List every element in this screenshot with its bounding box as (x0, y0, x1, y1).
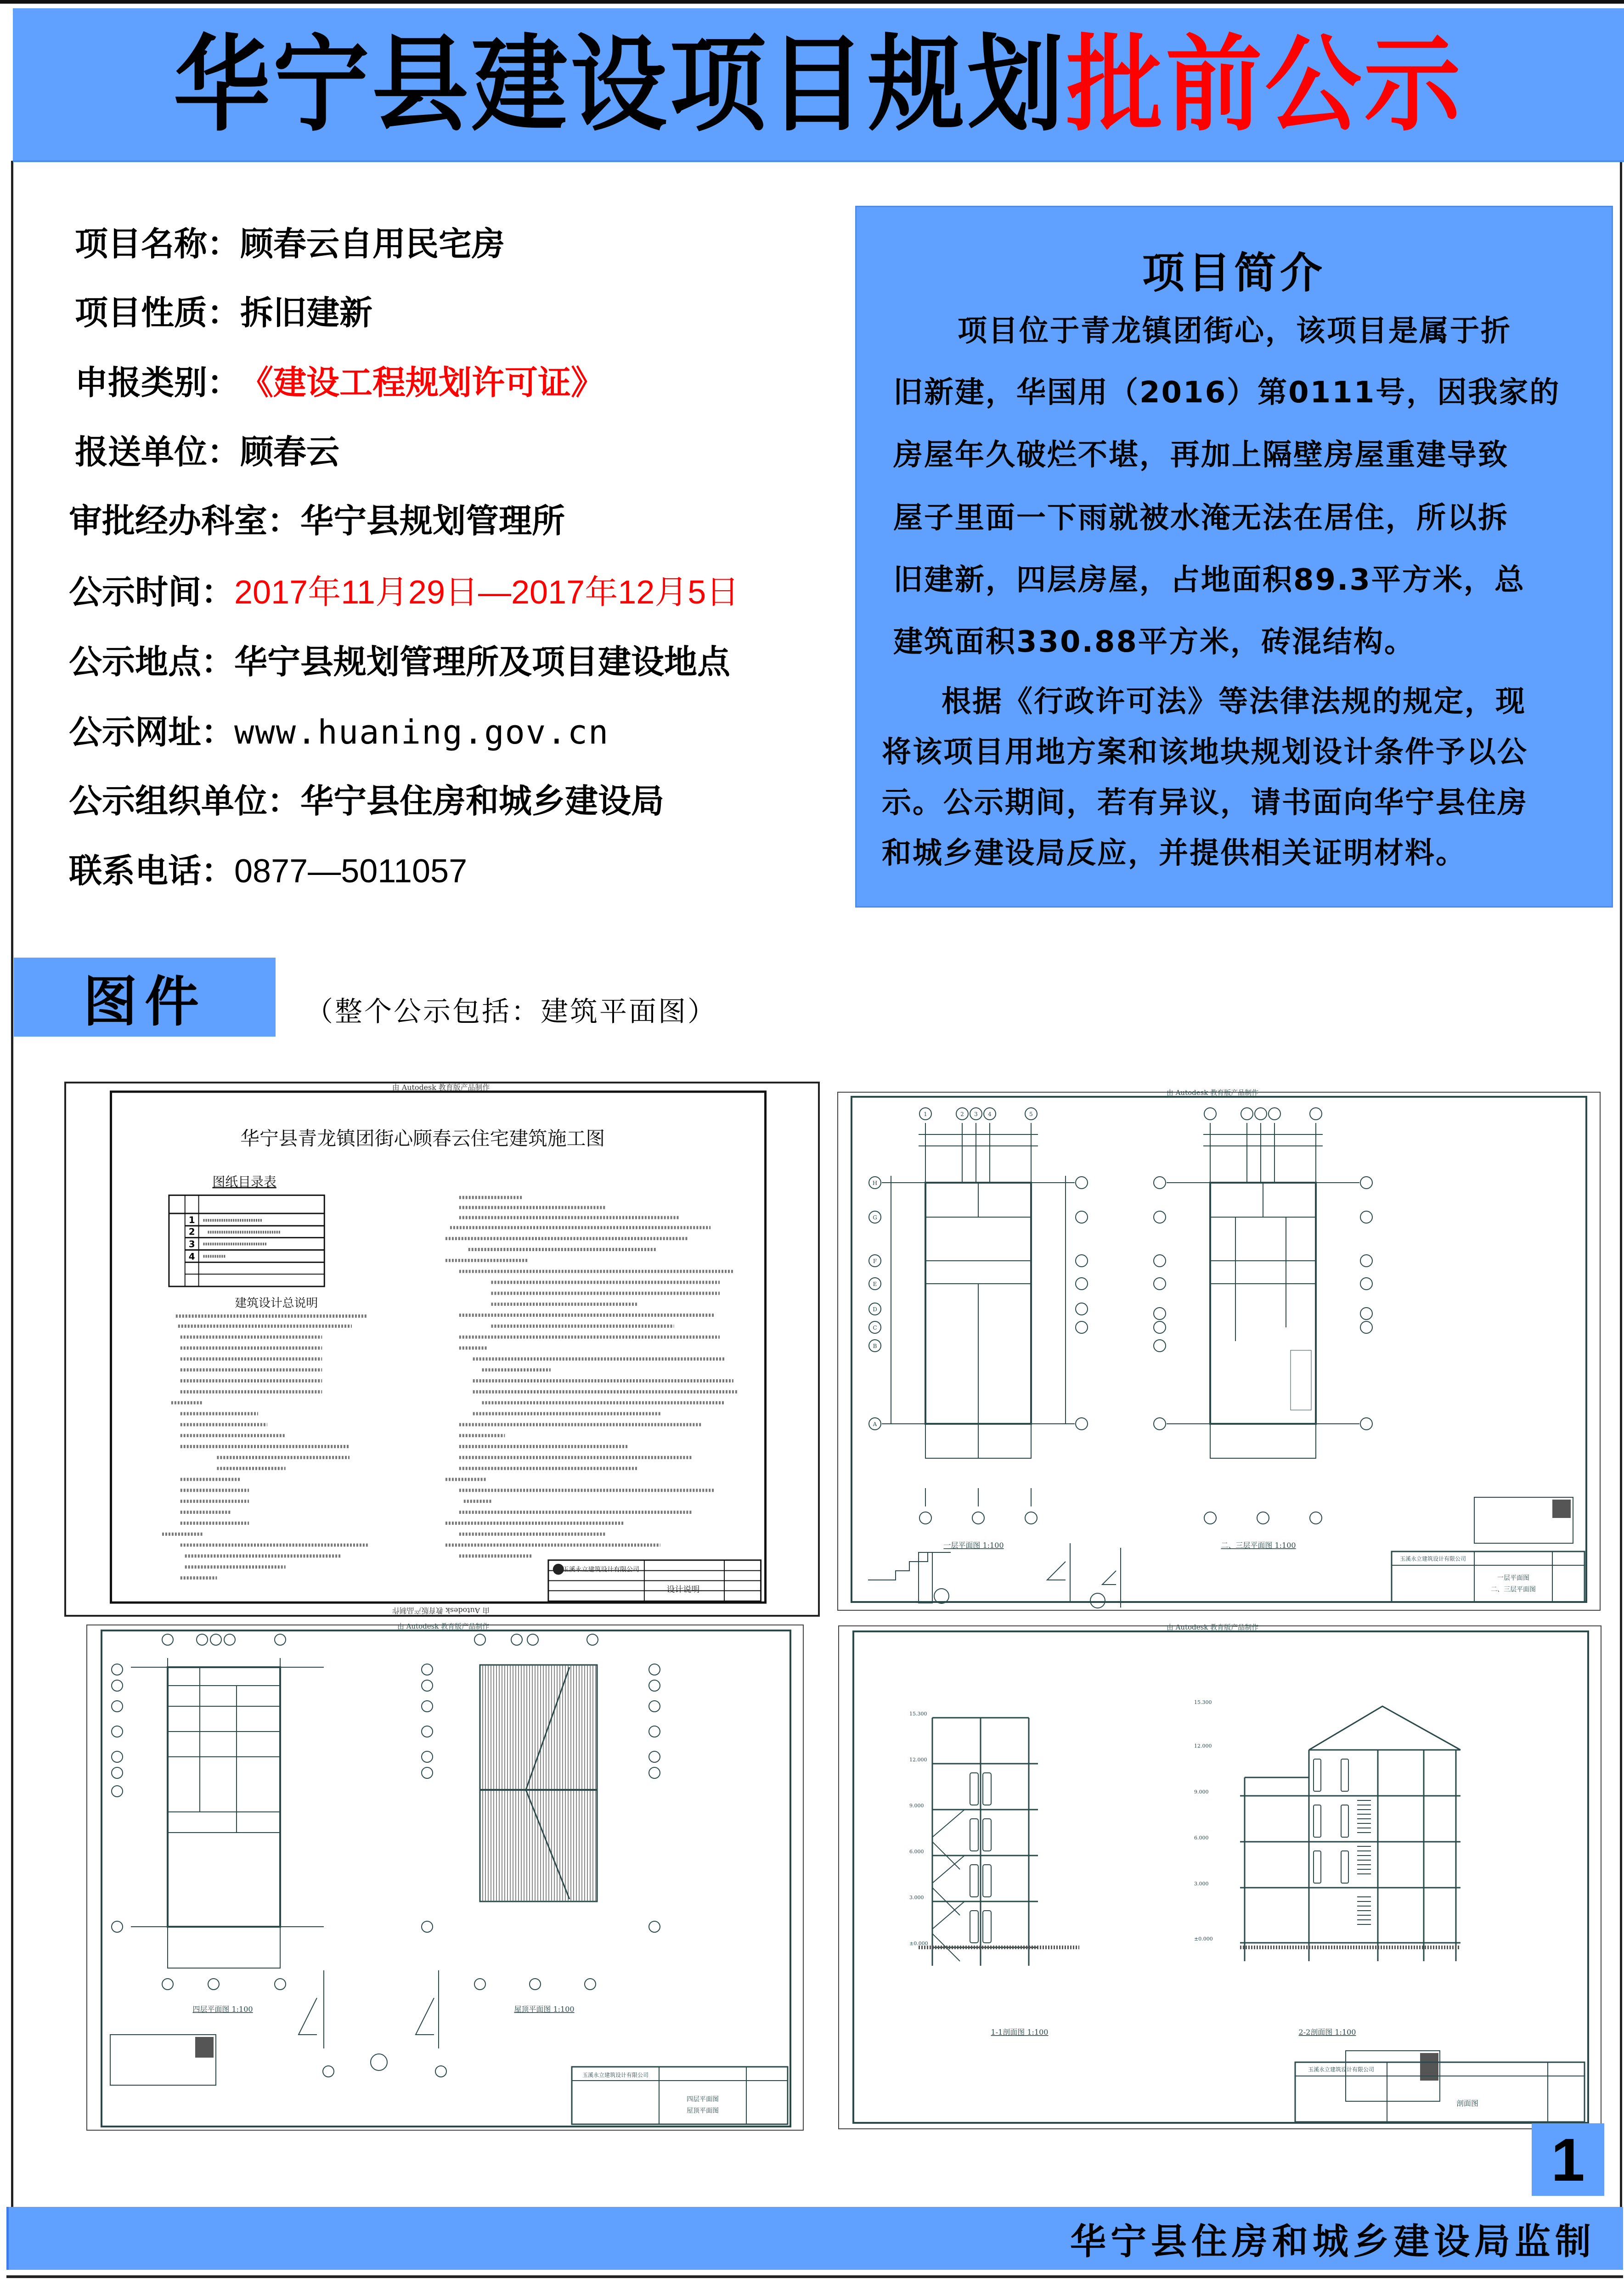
svg-text:屋顶平面图: 屋顶平面图 (687, 2107, 719, 2115)
svg-text:玉溪永立建筑设计有限公司: 玉溪永立建筑设计有限公司 (582, 2072, 649, 2078)
info-row-applicant (75, 433, 340, 471)
title-block (1392, 1497, 1585, 1602)
footer-banner (6, 2207, 1623, 2270)
page-left-border (11, 161, 13, 2223)
website-link[interactable]: www.huaning.gov.cn (234, 713, 609, 751)
svg-text:2-2剖面图 1:100: 2-2剖面图 1:100 (1298, 2028, 1356, 2036)
svg-text:H: H (872, 1180, 878, 1186)
svg-text:4: 4 (188, 1251, 195, 1262)
info-row-approval-office (69, 502, 565, 540)
summary-line: 屋子里面一下雨就被水淹无法在居住，所以拆 (893, 501, 1509, 535)
svg-text:四层平面图 1:100: 四层平面图 1:100 (192, 2005, 253, 2014)
svg-text:由 Autodesk 教育版产品制作: 由 Autodesk 教育版产品制作 (392, 1083, 490, 1092)
svg-text:15.300: 15.300 (909, 1711, 927, 1717)
summary-line: 示。公示期间，若有异议，请书面向华宁县住房 (882, 786, 1528, 820)
svg-text:3.000: 3.000 (1194, 1881, 1209, 1887)
svg-text:±0.000: ±0.000 (1194, 1936, 1213, 1942)
info-value: 《建设工程规划许可证》 (240, 363, 604, 402)
info-label: 公示时间： (69, 573, 235, 611)
summary-line: 将该项目用地方案和该地块规划设计条件予以公 (882, 735, 1528, 769)
page-number-badge (1532, 2123, 1604, 2196)
roof-hatch (480, 1665, 597, 1901)
svg-text:1: 1 (924, 1111, 927, 1117)
svg-text:由 Autodesk 教育版产品制作: 由 Autodesk 教育版产品制作 (397, 1622, 490, 1630)
info-value: 顾春云自用民宅房 (240, 225, 505, 263)
page-number: 1 (1551, 2126, 1585, 2194)
info-value: 华宁县规划管理所及项目建设地点 (234, 643, 731, 681)
svg-text:F: F (873, 1258, 877, 1264)
title-block (1295, 2051, 1585, 2122)
svg-text:6.000: 6.000 (909, 1849, 924, 1855)
info-value: 0877—5011057 (234, 853, 468, 890)
info-value: 顾春云 (240, 433, 340, 471)
info-label: 审批经办科室： (69, 502, 301, 540)
info-label: 申报类别： (75, 363, 241, 402)
svg-text:二、三层平面图: 二、三层平面图 (1491, 1586, 1536, 1593)
svg-text:玉溪永立建筑设计有限公司: 玉溪永立建筑设计有限公司 (1399, 1556, 1466, 1562)
info-row-application-type (75, 363, 604, 402)
svg-text:由 Autodesk 教育版产品制作: 由 Autodesk 教育版产品制作 (392, 1606, 490, 1615)
info-value: 拆旧建新 (240, 293, 373, 332)
attachments-section-tag (14, 958, 276, 1037)
info-label: 报送单位： (75, 433, 241, 471)
svg-text:B: B (873, 1343, 877, 1349)
summary-line: 房屋年久破烂不堪，再加上隔壁房屋重建导致 (893, 438, 1509, 472)
svg-text:剖面图: 剖面图 (1456, 2099, 1479, 2108)
info-row-publicity-period (69, 575, 739, 609)
svg-text:3: 3 (188, 1239, 195, 1250)
summary-line: 旧新建，华国用（2016）第0111号，因我家的 (893, 376, 1561, 410)
roof-plan-drawing (85, 1621, 806, 2133)
summary-line: 项目位于青龙镇团街心，该项目是属于折 (958, 314, 1511, 348)
svg-text:图纸目录表: 图纸目录表 (212, 1174, 276, 1190)
info-value: 华宁县住房和城乡建设局 (300, 782, 665, 820)
cover-sheet-title: 华宁县青龙镇团街心顾春云住宅建筑施工图 (240, 1127, 605, 1150)
svg-text:一层平面图 1:100: 一层平面图 1:100 (943, 1541, 1004, 1550)
summary-line: 和城乡建设局反应，并提供相关证明材料。 (882, 836, 1466, 870)
info-row-phone (69, 854, 467, 888)
info-row-project-name (75, 225, 505, 263)
svg-text:±0.000: ±0.000 (909, 1941, 928, 1946)
title-block (548, 1560, 761, 1601)
header-banner (13, 8, 1624, 162)
info-row-organizer (69, 784, 664, 818)
svg-text:6.000: 6.000 (1194, 1835, 1209, 1841)
svg-text:由 Autodesk 教育版产品制作: 由 Autodesk 教育版产品制作 (1166, 1089, 1259, 1097)
info-label: 联系电话： (69, 852, 235, 890)
svg-text:9.000: 9.000 (1194, 1789, 1209, 1795)
info-value: 2017年11月29日—2017年12月5日 (234, 574, 739, 611)
svg-text:D: D (873, 1306, 877, 1313)
drawing-sheet-floor-plans-1-3[interactable] (836, 1084, 1612, 1617)
info-label: 项目性质： (75, 293, 241, 332)
svg-text:12.000: 12.000 (909, 1757, 927, 1763)
info-label: 公示网址： (69, 713, 235, 751)
svg-text:屋顶平面图 1:100: 屋顶平面图 1:100 (514, 2005, 575, 2014)
page-title (173, 23, 1464, 146)
cover-sheet-drawing (66, 1083, 818, 1615)
project-summary-box (855, 206, 1613, 908)
title-block (110, 2035, 788, 2124)
svg-text:C: C (873, 1325, 877, 1331)
svg-text:3: 3 (974, 1111, 978, 1117)
svg-text:15.300: 15.300 (1194, 1699, 1212, 1705)
svg-text:9.000: 9.000 (909, 1803, 924, 1809)
drawing-sheet-cover[interactable] (64, 1082, 820, 1617)
info-row-publicity-location (69, 643, 731, 681)
summary-line: 根据《行政许可法》等法律法规的规定，现 (942, 685, 1526, 719)
svg-text:12.000: 12.000 (1194, 1743, 1212, 1749)
svg-text:5: 5 (1029, 1111, 1033, 1117)
floor-plan-drawing (836, 1084, 1612, 1617)
svg-text:E: E (873, 1281, 877, 1287)
svg-text:玉溪永立建筑设计有限公司: 玉溪永立建筑设计有限公司 (562, 1566, 639, 1574)
info-label: 项目名称： (75, 225, 241, 263)
svg-text:G: G (873, 1214, 877, 1221)
svg-text:A: A (873, 1421, 877, 1427)
svg-text:四层平面图: 四层平面图 (687, 2096, 719, 2103)
drawing-sheet-floor4-roof[interactable] (85, 1621, 806, 2133)
section-drawing (836, 1621, 1612, 2133)
footer-supervisor-text: 华宁县住房和城乡建设局监制 (1070, 2220, 1596, 2262)
attachments-note: （整个公示包括：建筑平面图） (305, 996, 717, 1028)
info-label: 公示地点： (69, 643, 235, 681)
info-row-website (69, 713, 609, 751)
svg-text:2: 2 (188, 1226, 195, 1237)
drawing-sheet-sections[interactable] (836, 1621, 1612, 2133)
svg-text:玉溪永立建筑设计有限公司: 玉溪永立建筑设计有限公司 (1308, 2066, 1375, 2073)
info-label: 公示组织单位： (69, 782, 301, 820)
page-title-highlight: 批前公示 (1066, 23, 1464, 146)
svg-text:一层平面图: 一层平面图 (1497, 1574, 1529, 1582)
svg-text:3.000: 3.000 (909, 1895, 924, 1901)
summary-title: 项目简介 (1142, 248, 1326, 298)
svg-text:建筑设计总说明: 建筑设计总说明 (235, 1296, 318, 1310)
info-row-project-nature (75, 293, 373, 332)
page-bottom-border (6, 2275, 1623, 2278)
summary-line: 建筑面积330.88平方米，砖混结构。 (893, 625, 1415, 659)
svg-text:1-1剖面图 1:100: 1-1剖面图 1:100 (991, 2028, 1049, 2036)
svg-text:1: 1 (188, 1214, 195, 1225)
svg-text:4: 4 (988, 1111, 992, 1117)
page-title-main: 华宁县建设项目规划 (173, 23, 1066, 146)
page-right-border (1620, 161, 1622, 2255)
attachments-tag-label: 图件 (83, 970, 206, 1033)
svg-text:设计说明: 设计说明 (666, 1585, 700, 1595)
summary-line: 旧建新，四层房屋，占地面积89.3平方米，总 (893, 563, 1525, 597)
svg-text:2: 2 (960, 1111, 964, 1117)
info-value: 华宁县规划管理所 (300, 502, 565, 540)
page-top-border (0, 0, 1624, 4)
svg-text:二、三层平面图 1:100: 二、三层平面图 1:100 (1221, 1541, 1296, 1550)
svg-text:由 Autodesk 教育版产品制作: 由 Autodesk 教育版产品制作 (1166, 1623, 1259, 1631)
